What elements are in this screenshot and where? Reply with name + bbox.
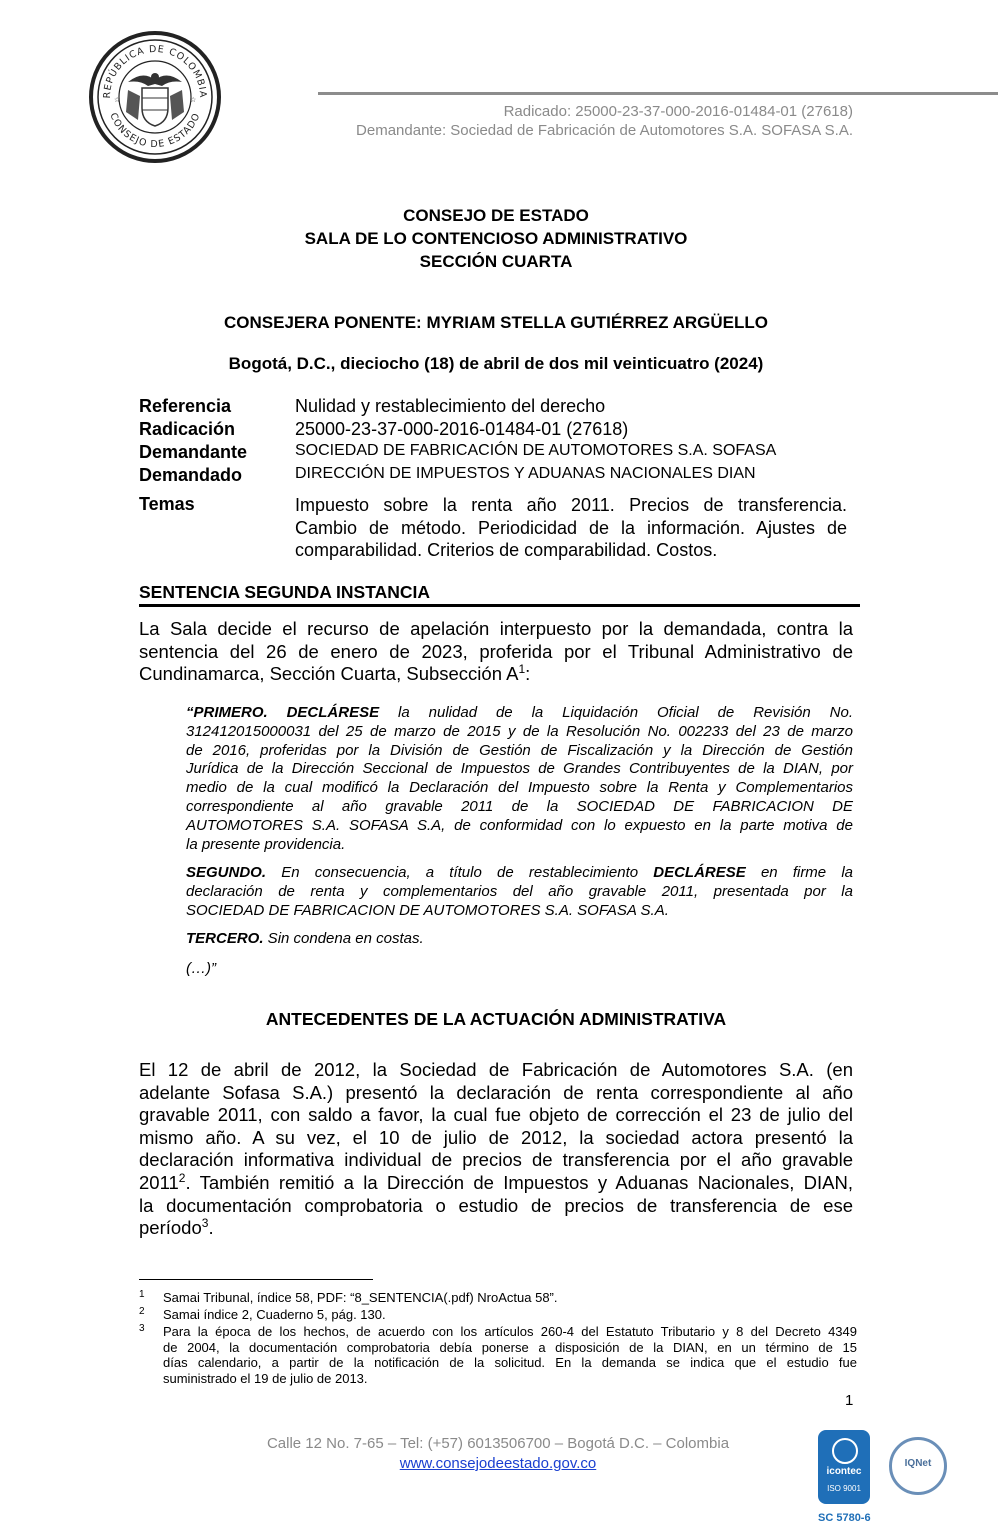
footnote-ref-3[interactable]: 3 — [201, 1216, 209, 1230]
quote-segundo-lead: SEGUNDO. — [186, 864, 267, 881]
section-title-text: SENTENCIA SEGUNDA INSTANCIA — [139, 582, 431, 602]
antecedentes-line — [139, 1217, 853, 1240]
quote-segundo-tail: en firme la — [745, 864, 853, 881]
antecedentes-line: El 12 de abril de 2012, la Sociedad de Fabricación de Automotores S.A. (en — [139, 1059, 853, 1080]
svg-text:CONSEJO DE ESTADO: CONSEJO DE ESTADO — [107, 111, 203, 151]
quote-line: AUTOMOTORES S.A. SOFASA S.A, de conformidad con lo expuesto en la parte motiva de — [186, 816, 853, 834]
antecedentes-line: declaración informativa individual de precios de transferencia por el año gravable — [139, 1149, 853, 1171]
icontec-badge — [818, 1430, 870, 1504]
quote-line: Jurídica de la Dirección Seccional de Impuestos de Grandes Contribuyentes de la DIAN, por — [186, 760, 853, 778]
section-title — [139, 582, 860, 607]
ref-value-referencia: Nulidad y restablecimiento del derecho — [295, 396, 606, 416]
quote-tercero-text: Sin condena en costas. — [263, 930, 424, 947]
quote-tercero-lead: TERCERO. — [186, 930, 264, 947]
antecedentes-paragraph — [139, 1059, 853, 1240]
quote-segundo — [186, 864, 853, 920]
ref-value-demandante: SOCIEDAD DE FABRICACIÓN DE AUTOMOTORES S.A. SOFASA — [295, 442, 777, 459]
icontec-logo-icon — [832, 1438, 858, 1464]
court-chamber: SALA DE LO CONTENCIOSO ADMINISTRATIVO — [304, 229, 688, 248]
temas-text — [295, 494, 847, 562]
quote-ellipsis-text: (…)” — [186, 960, 216, 977]
footnote-2 — [139, 1307, 857, 1323]
quote-segundo-mid: En consecuencia, a título de restablecimiento — [266, 864, 654, 881]
antecedentes-text: . También remitió a la Dirección de Impuestos y Aduanas Nacionales, DIAN, — [185, 1171, 853, 1193]
svg-text:☆: ☆ — [190, 97, 197, 104]
antecedentes-line — [139, 1172, 853, 1195]
footnote-number: 2 — [139, 1306, 145, 1317]
footnote-text: días calendario, a partir de la notificación de la solicitud. En la demanda se indica que el estudio fue — [163, 1355, 857, 1371]
quote-line: declaración de renta y complementarios del año gravable 2011, presentada por la — [186, 882, 853, 900]
antecedentes-end: . — [208, 1217, 214, 1239]
antecedentes-periodo: período — [139, 1217, 202, 1239]
footnote-text: Samai Tribunal, índice 58, PDF: “8_SENTENCIA(.pdf) NroActua 58”. — [163, 1290, 558, 1305]
page-number: 1 — [845, 1392, 854, 1409]
icontec-label: icontec — [826, 1466, 862, 1477]
quote-line — [186, 704, 853, 723]
ref-value-radicacion: 25000-23-37-000-2016-01484-01 (27618) — [295, 419, 629, 439]
iso-label: ISO 9001 — [827, 1484, 861, 1493]
ponente: CONSEJERA PONENTE: MYRIAM STELLA GUTIÉRREZ ARGÜELLO — [223, 313, 769, 332]
header-radicado: Radicado: 25000-23-37-000-2016-01484-01 (27618) — [503, 103, 853, 120]
temas-line: comparabilidad. Criterios de comparabilidad. Costos. — [295, 540, 718, 561]
quote-segundo-bold: DECLÁRESE — [653, 864, 746, 881]
consejo-de-estado-seal — [88, 30, 222, 164]
intro-paragraph — [139, 618, 853, 686]
intro-line: La Sala decide el recurso de apelación interpuesto por la demandada, contra la — [139, 618, 853, 639]
header-demandante: Demandante: Sociedad de Fabricación de Automotores S.A. SOFASA S.A. — [356, 122, 853, 139]
svg-text:REPÚBLICA DE COLOMBIA: REPÚBLICA DE COLOMBIA — [101, 43, 209, 99]
footnote-ref-1[interactable]: 1 — [518, 662, 526, 677]
quote-line: la presente providencia. — [186, 835, 346, 853]
quote-tercero — [186, 930, 853, 949]
footnote-text: de 2004, la documentación comprobatoria debía ponerse a disposición de la DIAN, en un término de 15 — [163, 1339, 857, 1355]
date-line: Bogotá, D.C., dieciocho (18) de abril de dos mil veinticuatro (2024) — [228, 354, 764, 373]
quote-line: SOCIEDAD DE FABRICACION DE AUTOMOTORES S.A. SOFASA S.A. — [186, 901, 669, 919]
antecedentes-line: la documentación comprobatoria o estudio de precios de transferencia de ese — [139, 1194, 853, 1216]
footnote-ref-2[interactable]: 2 — [178, 1170, 186, 1185]
intro-line-text: Cundinamarca, Sección Cuarta, Subsección A — [139, 663, 519, 685]
iqnet-label: IQNet — [904, 1458, 932, 1469]
antecedentes-line: mismo año. A su vez, el 10 de julio de 2012, la sociedad actora presentó la — [139, 1126, 853, 1148]
court-section: SECCIÓN CUARTA — [419, 252, 573, 271]
ref-label-temas: Temas — [139, 494, 195, 514]
antecedentes-line: gravable 2011, con saldo a favor, la cual fue objeto de corrección el 23 de julio del — [139, 1104, 853, 1126]
ref-label-radicacion: Radicación — [139, 419, 236, 439]
quote-line: de 2016, proferidas por la División de Gestión de Fiscalización y la Dirección de Gestión — [186, 741, 853, 759]
quote-primero-lead: “PRIMERO. DECLÁRESE — [186, 704, 380, 721]
antecedentes-title: ANTECEDENTES DE LA ACTUACIÓN ADMINISTRATIVA — [265, 1009, 727, 1029]
footnote-1 — [139, 1290, 857, 1306]
intro-tail: : — [525, 663, 531, 685]
ref-value-demandado: DIRECCIÓN DE IMPUESTOS Y ADUANAS NACIONALES DIAN — [295, 465, 756, 482]
footnote-number: 3 — [139, 1323, 145, 1334]
temas-line: Cambio de método. Periodicidad de la información. Ajustes de — [295, 517, 847, 538]
intro-line — [139, 663, 853, 686]
intro-line: sentencia del 26 de enero de 2023, proferida por el Tribunal Administrativo de — [139, 640, 853, 662]
quote-line: medio de la cual modificó la Declaración del Impuesto sobre la Renta y Complementarios — [186, 779, 853, 797]
ref-label-demandante: Demandante — [139, 442, 248, 462]
svg-text:☆: ☆ — [114, 97, 121, 104]
ref-label-referencia: Referencia — [139, 396, 232, 416]
quote-line — [186, 930, 853, 949]
footnote-3 — [139, 1324, 857, 1386]
quote-primero-text: la nulidad de la Liquidación Oficial de Revisión No. — [379, 704, 853, 721]
quote-ellipsis — [186, 960, 853, 979]
footer-address: Calle 12 No. 7-65 – Tel: (+57) 6013506700 – Bogotá D.C. – Colombia — [266, 1435, 730, 1452]
antecedentes-year: 2011 — [139, 1171, 179, 1193]
court-name: CONSEJO DE ESTADO — [403, 206, 589, 225]
iqnet-badge — [889, 1437, 947, 1495]
quote-primero — [186, 704, 853, 854]
footnote-separator — [139, 1279, 373, 1280]
certificate-code: SC 5780-6 — [818, 1512, 871, 1524]
footnote-text: Samai índice 2, Cuaderno 5, pág. 130. — [163, 1307, 386, 1322]
temas-line: Impuesto sobre la renta año 2011. Precios de transferencia. — [295, 495, 847, 515]
quote-line — [186, 864, 853, 883]
footnote-text: suministrado el 19 de julio de 2013. — [163, 1370, 368, 1386]
footnote-text: Para la época de los hechos, de acuerdo con los artículos 260-4 del Estatuto Tributario y 8 del Decreto 4349 — [163, 1324, 857, 1339]
footnote-number: 1 — [139, 1289, 145, 1300]
antecedentes-line: adelante Sofasa S.A.) presentó la declaración de renta correspondiente al año — [139, 1081, 853, 1103]
header-rule — [318, 92, 998, 95]
quote-line: correspondiente al año gravable 2011 de la SOCIEDAD DE FABRICACION DE — [186, 797, 853, 815]
ref-label-demandado: Demandado — [139, 465, 243, 485]
quote-line: 312412015000031 del 25 de marzo de 2015 y de la Resolución No. 002233 del 23 de marzo — [186, 722, 853, 740]
footer-website-link[interactable]: www.consejodeestado.gov.co — [399, 1455, 597, 1472]
